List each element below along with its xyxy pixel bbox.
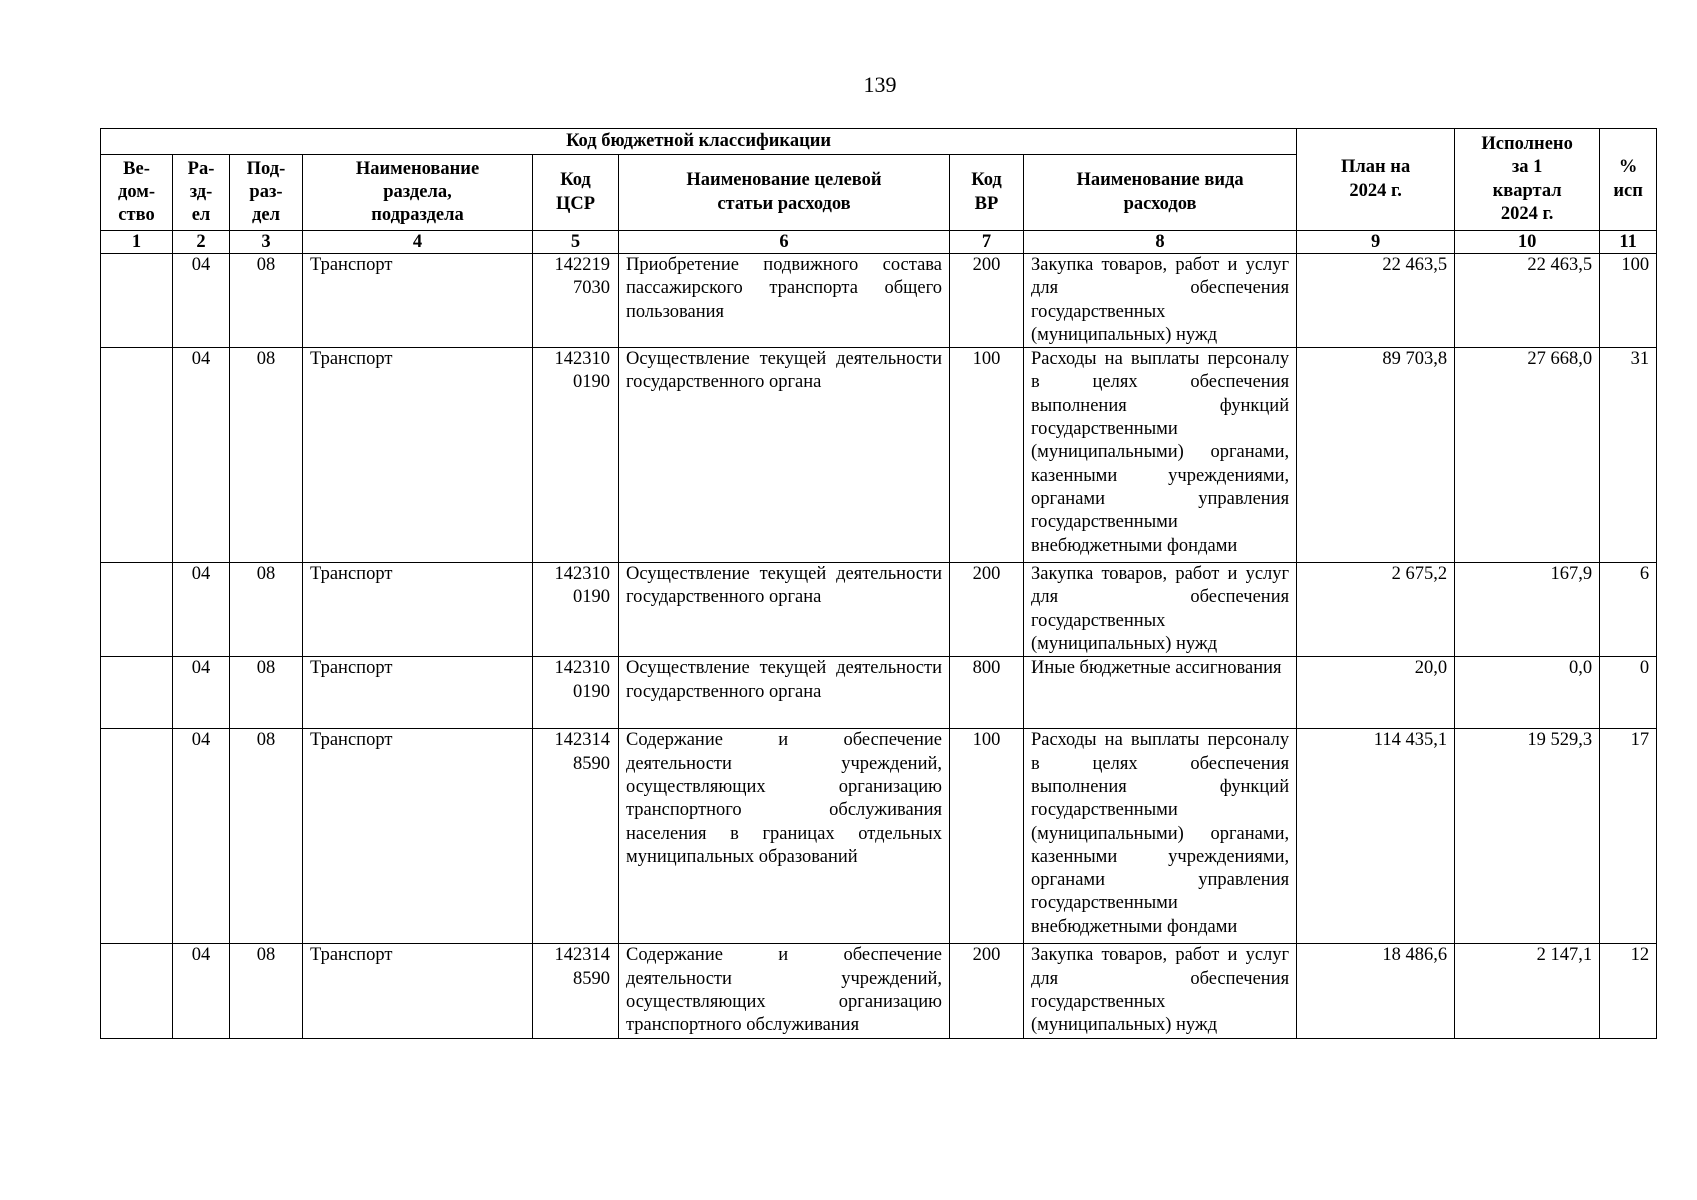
column-number: 5 (533, 231, 619, 254)
cell-razdel: 04 (173, 729, 230, 944)
cell-csr (533, 254, 619, 348)
cell-vr-name: Закупка товаров, работ и услуг для обеспечения государственных (муниципальных) нужд (1024, 254, 1297, 348)
cell-vedomstvo (101, 944, 173, 1038)
header-vedomstvo-text: Ве-дом-ство (117, 158, 156, 226)
cell-done: 167,9 (1455, 563, 1600, 657)
column-number: 8 (1024, 231, 1297, 254)
cell-pct: 0 (1600, 657, 1657, 729)
csr-part: 7030 (573, 278, 610, 299)
header-podrazdel (230, 155, 303, 231)
cell-vedomstvo (101, 657, 173, 729)
cell-razdel: 04 (173, 563, 230, 657)
cell-target-name: Содержание и обеспечение деятельности учреждений, осуществляющих организацию транспортного обслуживания населения в границах отдельных муниципальных образований (619, 729, 950, 944)
column-number: 9 (1297, 231, 1455, 254)
cell-pct: 12 (1600, 944, 1657, 1038)
cell-vedomstvo (101, 254, 173, 348)
header-vr (950, 155, 1024, 231)
table-row (101, 944, 1657, 1038)
header-target-name-text: Наименование целевой статьи расходов (686, 170, 882, 214)
header-vr-name-text: Наименование вида расходов (1076, 170, 1244, 214)
csr-part: 142219 (554, 255, 610, 275)
csr-part: 142310 (554, 564, 610, 585)
cell-vr: 100 (950, 348, 1024, 563)
header-done (1455, 129, 1600, 231)
cell-pct: 17 (1600, 729, 1657, 944)
cell-target-name: Осуществление текущей деятельности государственного органа (619, 657, 950, 729)
csr-part: 0190 (573, 587, 610, 608)
csr-part: 0190 (573, 372, 610, 393)
header-plan-text: План на 2024 г. (1341, 157, 1411, 201)
cell-razdel: 04 (173, 348, 230, 563)
column-number: 6 (619, 231, 950, 254)
cell-razdel-name: Транспорт (303, 729, 533, 944)
group-header: Код бюджетной классификации (101, 129, 1297, 155)
header-podrazdel-text: Под-раз-дел (246, 158, 286, 226)
header-vedomstvo (101, 155, 173, 231)
csr-part: 142310 (554, 658, 610, 679)
cell-target-name: Содержание и обеспечение деятельности учреждений, осуществляющих организацию транспортного обслуживания (619, 944, 950, 1038)
cell-vedomstvo (101, 729, 173, 944)
cell-csr (533, 348, 619, 563)
cell-razdel-name: Транспорт (303, 254, 533, 348)
table-body (101, 254, 1657, 1039)
column-number: 4 (303, 231, 533, 254)
cell-podrazdel: 08 (230, 348, 303, 563)
column-number: 7 (950, 231, 1024, 254)
cell-csr (533, 657, 619, 729)
column-number: 10 (1455, 231, 1600, 254)
header-csr (533, 155, 619, 231)
cell-razdel-name: Транспорт (303, 657, 533, 729)
column-number: 11 (1600, 231, 1657, 254)
cell-target-name: Осуществление текущей деятельности государственного органа (619, 348, 950, 563)
header-razdel (173, 155, 230, 231)
header-razdel-text: Ра-зд-ел (187, 158, 215, 226)
cell-pct: 31 (1600, 348, 1657, 563)
header-target-name (619, 155, 950, 231)
cell-pct: 6 (1600, 563, 1657, 657)
header-razdel-name (303, 155, 533, 231)
cell-vedomstvo (101, 563, 173, 657)
cell-podrazdel: 08 (230, 563, 303, 657)
cell-vr-name: Закупка товаров, работ и услуг для обеспечения государственных (муниципальных) нужд (1024, 944, 1297, 1038)
cell-vr: 200 (950, 563, 1024, 657)
csr-part: 0190 (573, 681, 610, 702)
cell-podrazdel: 08 (230, 944, 303, 1038)
cell-razdel: 04 (173, 254, 230, 348)
csr-part: 142310 (554, 349, 610, 370)
cell-vr-name: Закупка товаров, работ и услуг для обеспечения государственных (муниципальных) нужд (1024, 563, 1297, 657)
column-number-row (101, 231, 1657, 254)
header-vr-text: Код ВР (971, 170, 1002, 214)
cell-razdel: 04 (173, 657, 230, 729)
cell-podrazdel: 08 (230, 254, 303, 348)
cell-plan: 18 486,6 (1297, 944, 1455, 1038)
page-number: 139 (863, 72, 897, 97)
cell-target-name: Осуществление текущей деятельности государственного органа (619, 563, 950, 657)
header-csr-text: Код ЦСР (555, 170, 596, 214)
cell-plan: 114 435,1 (1297, 729, 1455, 944)
table-row (101, 348, 1657, 563)
cell-plan: 22 463,5 (1297, 254, 1455, 348)
cell-done: 2 147,1 (1455, 944, 1600, 1038)
header-razdel-name-text: Наименование раздела, подраздела (355, 158, 480, 226)
cell-vedomstvo (101, 348, 173, 563)
budget-table (100, 128, 1657, 1039)
cell-vr: 100 (950, 729, 1024, 944)
cell-vr: 200 (950, 944, 1024, 1038)
cell-pct: 100 (1600, 254, 1657, 348)
header-vr-name (1024, 155, 1297, 231)
column-number: 2 (173, 231, 230, 254)
cell-done: 19 529,3 (1455, 729, 1600, 944)
table-row (101, 657, 1657, 729)
header-pct (1600, 129, 1657, 231)
cell-razdel: 04 (173, 944, 230, 1038)
csr-part: 8590 (573, 753, 610, 774)
cell-razdel-name: Транспорт (303, 563, 533, 657)
cell-plan: 2 675,2 (1297, 563, 1455, 657)
column-number: 1 (101, 231, 173, 254)
cell-done: 22 463,5 (1455, 254, 1600, 348)
cell-vr: 800 (950, 657, 1024, 729)
table-header (101, 129, 1657, 254)
cell-csr (533, 563, 619, 657)
cell-vr-name: Расходы на выплаты персоналу в целях обеспечения выполнения функций государственными (муниципальными) органами, казенными учреждениями, органами управления государственными внебюджетными фондами (1024, 729, 1297, 944)
table-row (101, 729, 1657, 944)
column-number: 3 (230, 231, 303, 254)
cell-vr: 200 (950, 254, 1024, 348)
header-pct-text: % исп (1613, 157, 1643, 201)
table-row (101, 254, 1657, 348)
cell-done: 0,0 (1455, 657, 1600, 729)
table-row (101, 563, 1657, 657)
header-done-text: Исполнено за 1 квартал 2024 г. (1481, 133, 1573, 224)
csr-part: 142314 (554, 945, 610, 966)
cell-plan: 20,0 (1297, 657, 1455, 729)
cell-razdel-name: Транспорт (303, 944, 533, 1038)
cell-razdel-name: Транспорт (303, 348, 533, 563)
cell-done: 27 668,0 (1455, 348, 1600, 563)
cell-csr (533, 729, 619, 944)
cell-podrazdel: 08 (230, 657, 303, 729)
cell-vr-name: Расходы на выплаты персоналу в целях обеспечения выполнения функций государственными (муниципальными) органами, казенными учреждениями, органами управления государственными внебюджетными фондами (1024, 348, 1297, 563)
cell-vr-name: Иные бюджетные ассигнования (1024, 657, 1297, 729)
header-plan (1297, 129, 1455, 231)
csr-part: 8590 (573, 968, 610, 989)
cell-target-name: Приобретение подвижного состава пассажирского транспорта общего пользования (619, 254, 950, 348)
cell-podrazdel: 08 (230, 729, 303, 944)
cell-plan: 89 703,8 (1297, 348, 1455, 563)
csr-part: 142314 (554, 730, 610, 751)
cell-csr (533, 944, 619, 1038)
